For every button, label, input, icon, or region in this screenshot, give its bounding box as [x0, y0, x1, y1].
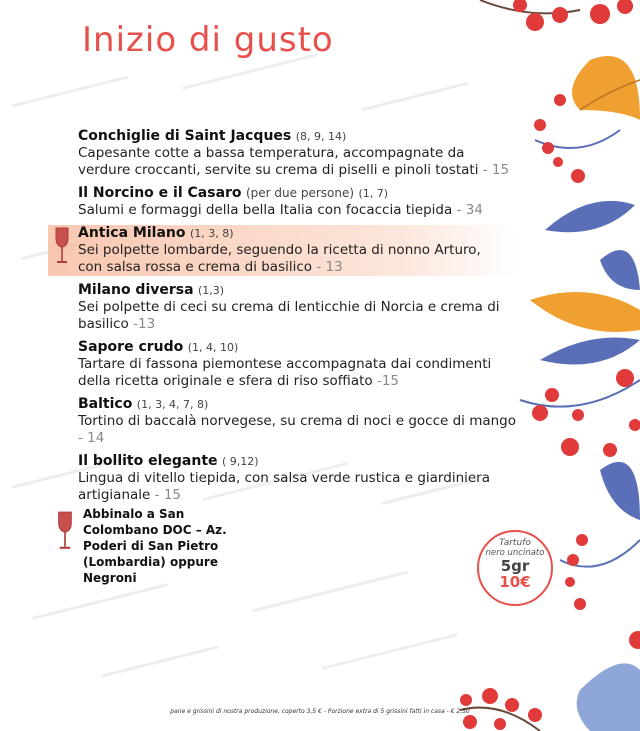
dish-allergens: (1, 3, 8) [189, 227, 234, 240]
dish-name: Conchiglie di Saint Jacques [78, 128, 292, 144]
dish-price: - 14 [78, 430, 105, 446]
truffle-badge [477, 530, 553, 606]
truffle-subtitle: nero uncinato [485, 548, 545, 558]
dish-description: Tortino di baccalà norvegese, su crema di noci e gocce di mango [78, 413, 517, 429]
dish-price: -15 [376, 373, 400, 389]
dish-description: Capesante cotte a bassa temperatura, accompagnate da verdure croccanti, servite su crema di piselli e pinoli tostati [78, 145, 479, 178]
dish-name: Antica Milano [78, 225, 186, 241]
blue-leaves [540, 201, 640, 731]
dish-description: Salumi e formaggi della bella Italia con focaccia tiepida [78, 202, 453, 218]
list-item [78, 453, 518, 504]
dish-name: Sapore crudo [78, 339, 184, 355]
list-item [78, 282, 518, 333]
orange-leaf [572, 56, 640, 120]
list-item [78, 339, 518, 390]
list-item-highlighted [48, 225, 518, 276]
page-title: Inizio di gusto [82, 20, 334, 60]
dish-price: -13 [133, 316, 156, 332]
pairing-text: Abbinalo a San Colombano DOC – Az. Poderi di San Pietro (Lombardia) oppure Negroni [83, 507, 227, 585]
dish-name: Milano diversa [78, 282, 194, 298]
dish-allergens: ( 9,12) [221, 455, 259, 468]
orange-leaf-middle [530, 292, 640, 332]
dish-description: Sei polpette lombarde, seguendo la ricetta di nonno Arturo, con salsa rossa e crema di basilico [78, 242, 481, 275]
list-item [78, 396, 518, 447]
dish-allergens: (1, 7) [358, 187, 389, 200]
truffle-title: Tartufo [499, 538, 531, 548]
dish-name: Baltico [78, 396, 133, 412]
list-item [78, 128, 518, 179]
menu-list [78, 128, 518, 510]
wine-glass-icon [54, 226, 70, 266]
wine-glass-icon [56, 510, 74, 552]
dish-allergens: (8, 9, 14) [295, 130, 347, 143]
dish-allergens: (1, 4, 10) [187, 341, 239, 354]
dish-description: Lingua di vitello tiepida, con salsa verde rustica e giardiniera artigianale [78, 470, 491, 503]
dish-name: Il bollito elegante [78, 453, 218, 469]
dish-price: - 13 [316, 259, 343, 275]
dish-name: Il Norcino e il Casaro [78, 185, 242, 201]
dish-price: - 15 [482, 162, 510, 178]
dish-description: Tartare di fassona piemontese accompagnata dai condimenti della ricetta originale e sfera di riso soffiato [78, 356, 492, 389]
truffle-weight: 5gr [500, 557, 530, 575]
dish-description: Sei polpette di ceci su crema di lenticchie di Norcia e crema di basilico [78, 299, 500, 332]
dish-serving: (per due persone) [246, 186, 355, 200]
berry-branch-top [480, 0, 633, 31]
dish-price: - 34 [456, 202, 483, 218]
list-item [78, 185, 518, 219]
dish-price: - 15 [154, 487, 181, 503]
dish-allergens: (1,3) [198, 284, 225, 297]
footer-note: pane e grissini di nostra produzione, coperto 3,5 € - Porzione extra di 5 grissini fatti in casa - € 2,50 [170, 708, 470, 715]
dish-allergens: (1, 3, 4, 7, 8) [136, 398, 209, 411]
truffle-price: 10€ [499, 573, 531, 591]
